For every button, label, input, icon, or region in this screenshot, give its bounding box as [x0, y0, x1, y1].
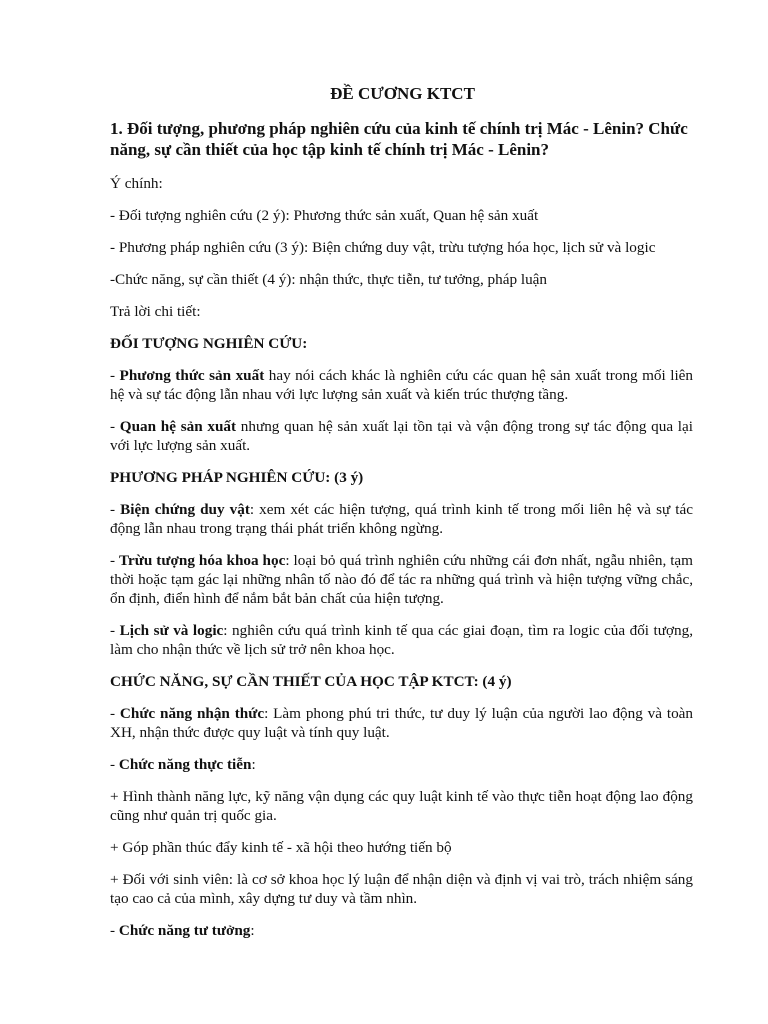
function-item-2-term: Chức năng thực tiễn [118, 756, 252, 773]
object-item-2-text: nhưng quan hệ sản xuất lại tồn tại và vận động trong sự tác động qua lại với lực lượng sản xuất. [110, 418, 693, 454]
detail-label: Trả lời chi tiết: [110, 303, 201, 320]
function-item-3-prefix: - [110, 922, 119, 939]
method-item-2-term: Trừu tượng hóa khoa học [119, 552, 286, 569]
method-item-2-prefix: - [110, 552, 120, 569]
method-item-3-term: Lịch sử và logic [119, 622, 224, 639]
function-item-3 [110, 921, 693, 940]
object-item-2-term: Quan hệ sản xuất [119, 418, 237, 435]
method-item-3 [110, 621, 693, 659]
main-point-3: -Chức năng, sự cần thiết (4 ý): nhận thức, thực tiễn, tư tưởng, pháp luận [110, 271, 548, 288]
section-object-heading: ĐỐI TƯỢNG NGHIÊN CỨU: [110, 335, 308, 352]
object-item-2 [110, 417, 693, 455]
section-method-heading: PHƯƠNG PHÁP NGHIÊN CỨU: (3 ý) [110, 469, 364, 486]
method-item-3-prefix: - [110, 622, 120, 639]
section-function-heading: CHỨC NĂNG, SỰ CẦN THIẾT CỦA HỌC TẬP KTCT: (4 ý) [110, 673, 512, 690]
function-item-1-text: : Làm phong phú tri thức, tư duy lý luận của người lao động và toàn XH, nhận thức được quy luật và tính quy luật. [110, 705, 693, 741]
function-item-3-term: Chức năng tư tưởng [118, 922, 251, 939]
method-item-2 [110, 551, 693, 608]
function-item-2 [110, 755, 693, 774]
function-item-1-term: Chức năng nhận thức [119, 705, 265, 722]
function-subitem-3: + Đối với sinh viên: là cơ sở khoa học lý luận để nhận diện và định vị vai trò, trách nhiệm sáng tạo cao cả của mình, xây dựng tư duy và tầm nhìn. [110, 871, 693, 907]
object-item-1-text: hay nói cách khác là nghiên cứu các quan hệ sản xuất trong mối liên hệ và sự tác động lẫn nhau với lực lượng sản xuất và kiến trúc thượng tầng. [110, 367, 693, 403]
method-item-1 [110, 500, 693, 538]
question-heading: 1. Đối tượng, phương pháp nghiên cứu của kinh tế chính trị Mác - Lênin? Chức năng, sự cần thiết của học tập kinh tế chính trị Mác - Lênin? [110, 119, 688, 159]
function-item-2-text: : [251, 756, 256, 773]
function-subitem-1: + Hình thành năng lực, kỹ năng vận dụng các quy luật kinh tế vào thực tiễn hoạt động lao động cũng như quản trị quốc gia. [110, 788, 693, 824]
method-item-2-text: : loại bỏ quá trình nghiên cứu những cái đơn nhất, ngẫu nhiên, tạm thời hoặc tạm gác lại những nhân tố nào đó để tác ra những quá trình và hiện tượng vững chắc, ổn định, điển hình để nắm bắt bản chất của hiện tượng. [110, 552, 693, 607]
object-item-1 [110, 366, 693, 404]
document-title: ĐỀ CƯƠNG KTCT [330, 84, 475, 103]
method-item-1-term: Biện chứng duy vật [120, 501, 250, 518]
function-item-3-text: : [250, 922, 255, 939]
object-item-1-prefix: - [110, 367, 120, 384]
method-item-1-text: : xem xét các hiện tượng, quá trình kinh tế trong mối liên hệ và sự tác động lẫn nhau trong trạng thái phát triển không ngừng. [110, 501, 693, 537]
main-point-2: - Phương pháp nghiên cứu (3 ý): Biện chứng duy vật, trừu tượng hóa học, lịch sử và logic [110, 239, 656, 256]
function-item-2-prefix: - [110, 756, 119, 773]
main-points-label: Ý chính: [110, 175, 163, 192]
function-subitem-2: + Góp phần thúc đẩy kinh tế - xã hội theo hướng tiến bộ [110, 839, 452, 856]
function-item-1 [110, 704, 693, 742]
main-point-1: - Đối tượng nghiên cứu (2 ý): Phương thức sản xuất, Quan hệ sản xuất [110, 207, 539, 224]
function-item-1-prefix: - [110, 705, 120, 722]
method-item-1-prefix: - [110, 501, 121, 518]
object-item-1-term: Phương thức sản xuất [119, 367, 265, 384]
method-item-3-text: : nghiên cứu quá trình kinh tế qua các giai đoạn, tìm ra logic của đối tượng, làm cho nhận thức về lịch sử trở nên khoa học. [110, 622, 694, 658]
object-item-2-prefix: - [110, 418, 120, 435]
